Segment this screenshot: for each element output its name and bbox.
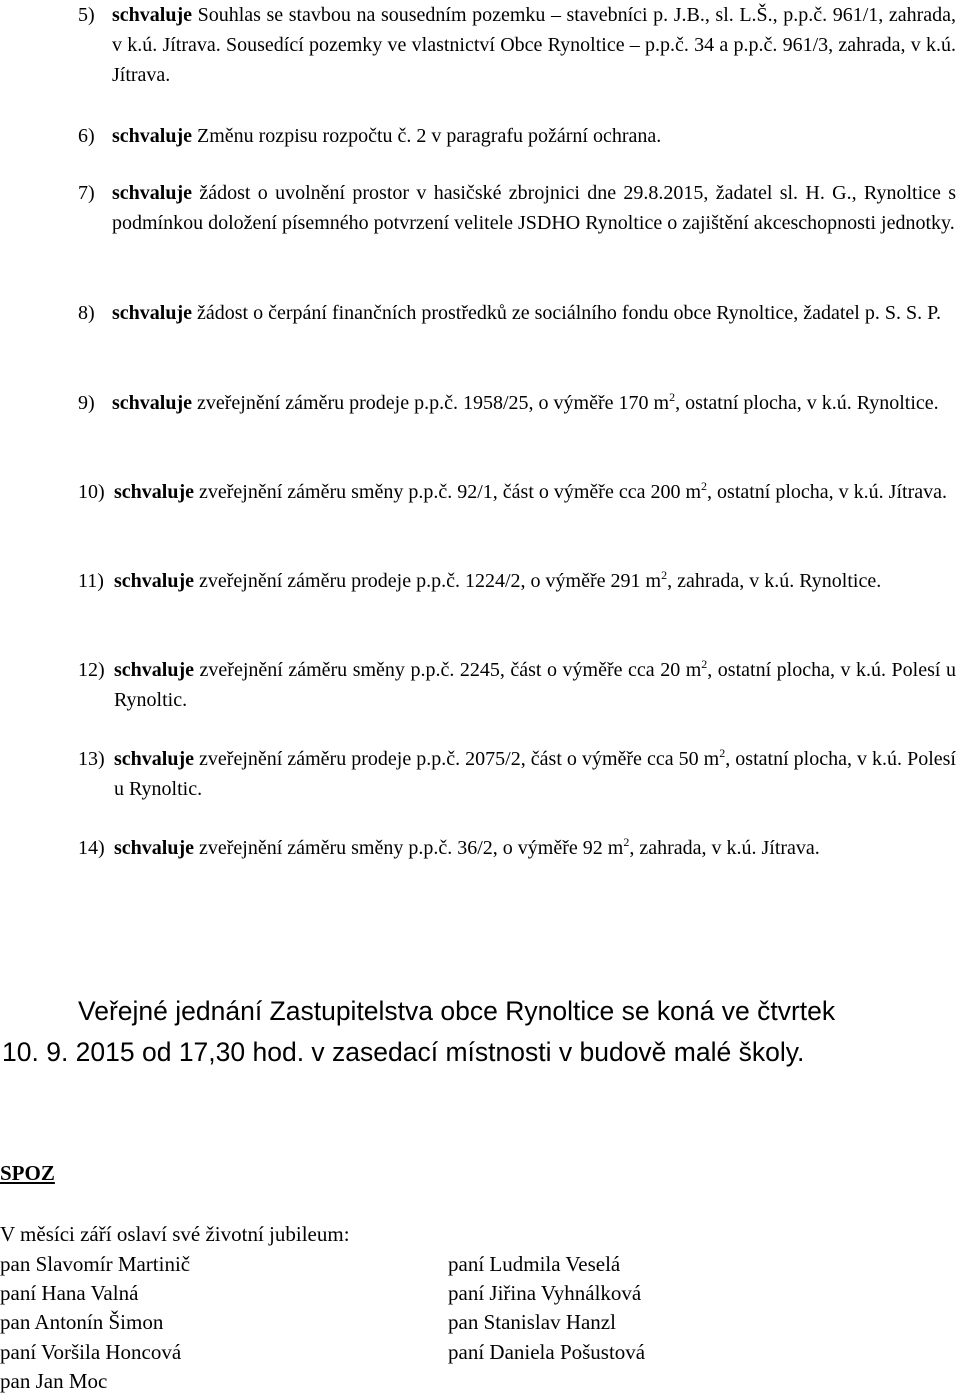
resolution-verb: schvaluje [114, 748, 194, 770]
spoz-heading: SPOZ [0, 1161, 55, 1185]
superscript: 2 [661, 568, 668, 582]
resolution-verb: schvaluje [112, 302, 192, 324]
jubilee-name: pan Antonín Šimon [0, 1310, 164, 1334]
resolution-number: 12) [78, 659, 105, 681]
resolution-text-after: , ostatní plocha, v k.ú. Polesí u Rynoltic. [114, 748, 956, 800]
meeting-notice-line-1: Veřejné jednání Zastupitelstva obce Rynoltice se koná ve čtvrtek [78, 996, 836, 1026]
jubilee-name: pan Jan Moc [0, 1369, 108, 1393]
resolution-number: 13) [78, 748, 105, 770]
resolution-number: 8) [78, 302, 95, 324]
resolution-text: zveřejnění záměru směny p.p.č. 2245, část o výměře cca 20 m [194, 659, 702, 681]
resolution-text: Souhlas se stavbou na sousedním pozemku – stavebníci p. J.B., sl. L.Š., p.p.č. 961/1, zahrada, v k.ú. Jítrava. Sousedící pozemky ve vlastnictví Obce Rynoltice – p.p.č. 34 a p.p.č. 961/3, zahrada, v k.ú. Jítrava. [112, 4, 956, 86]
resolution-verb: schvaluje [114, 659, 194, 681]
resolution-verb: schvaluje [114, 481, 194, 503]
resolution-number: 14) [78, 837, 105, 859]
resolution-text: žádost o uvolnění prostor v hasičské zbrojnici dne 29.8.2015, žadatel sl. H. G., Rynoltice s podmínkou doložení písemného potvrzení velitele JSDHO Rynoltice o zajištění akceschopnosti jednotky. [112, 182, 956, 234]
resolution-text-after: , ostatní plocha, v k.ú. Jítrava. [707, 481, 947, 503]
resolution-6 [78, 121, 956, 151]
resolution-text: zveřejnění záměru prodeje p.p.č. 2075/2, část o výměře cca 50 m [194, 748, 720, 770]
resolution-verb: schvaluje [112, 4, 192, 26]
resolution-7 [78, 178, 956, 238]
resolution-9 [78, 388, 956, 418]
resolution-number: 9) [78, 392, 95, 414]
superscript: 2 [623, 835, 630, 849]
resolution-text: zveřejnění záměru směny p.p.č. 92/1, část o výměře cca 200 m [194, 481, 702, 503]
jubilee-name: pan Slavomír Martinič [0, 1252, 191, 1276]
resolution-10 [78, 477, 956, 507]
resolution-verb: schvaluje [112, 392, 192, 414]
resolution-number: 6) [78, 125, 95, 147]
resolution-text-after: , zahrada, v k.ú. Rynoltice. [667, 570, 882, 592]
resolution-number: 5) [78, 4, 95, 26]
jubilee-name: paní Voršila Honcová [0, 1340, 182, 1364]
resolution-text: zveřejnění záměru směny p.p.č. 36/2, o výměře 92 m [194, 837, 624, 859]
superscript: 2 [701, 657, 708, 671]
resolution-verb: schvaluje [114, 837, 194, 859]
superscript: 2 [719, 746, 726, 760]
resolution-13 [78, 744, 956, 804]
resolution-verb: schvaluje [112, 125, 192, 147]
jubilee-intro: V měsíci září oslaví své životní jubileum: [0, 1222, 350, 1246]
resolution-number: 11) [78, 570, 104, 592]
superscript: 2 [669, 390, 676, 404]
resolution-12 [78, 655, 956, 715]
superscript: 2 [701, 479, 708, 493]
resolution-text-after: , ostatní plocha, v k.ú. Polesí u Rynoltic. [114, 659, 956, 711]
resolution-verb: schvaluje [112, 182, 192, 204]
resolution-11 [78, 566, 956, 596]
resolution-number: 10) [78, 481, 105, 503]
jubilee-name: paní Ludmila Veselá [448, 1252, 621, 1276]
jubilee-name: paní Hana Valná [0, 1281, 139, 1305]
resolution-verb: schvaluje [114, 570, 194, 592]
resolution-text: zveřejnění záměru prodeje p.p.č. 1224/2, o výměře 291 m [194, 570, 662, 592]
jubilee-name: pan Stanislav Hanzl [448, 1310, 616, 1334]
resolution-text: žádost o čerpání finančních prostředků ze sociálního fondu obce Rynoltice, žadatel p. S. S. P. [192, 302, 941, 324]
resolution-number: 7) [78, 182, 95, 204]
resolution-text: Změnu rozpisu rozpočtu č. 2 v paragrafu požární ochrana. [192, 125, 662, 147]
resolution-5 [78, 0, 956, 90]
resolution-text-after: , zahrada, v k.ú. Jítrava. [629, 837, 820, 859]
jubilee-name: paní Jiřina Vyhnálková [448, 1281, 642, 1305]
resolution-8 [78, 298, 956, 328]
meeting-notice-line-2: 10. 9. 2015 od 17,30 hod. v zasedací místnosti v budově malé školy. [2, 1037, 805, 1067]
resolution-text: zveřejnění záměru prodeje p.p.č. 1958/25, o výměře 170 m [192, 392, 670, 414]
resolution-14 [78, 833, 956, 863]
resolution-text-after: , ostatní plocha, v k.ú. Rynoltice. [675, 392, 939, 414]
jubilee-name: paní Daniela Pošustová [448, 1340, 646, 1364]
